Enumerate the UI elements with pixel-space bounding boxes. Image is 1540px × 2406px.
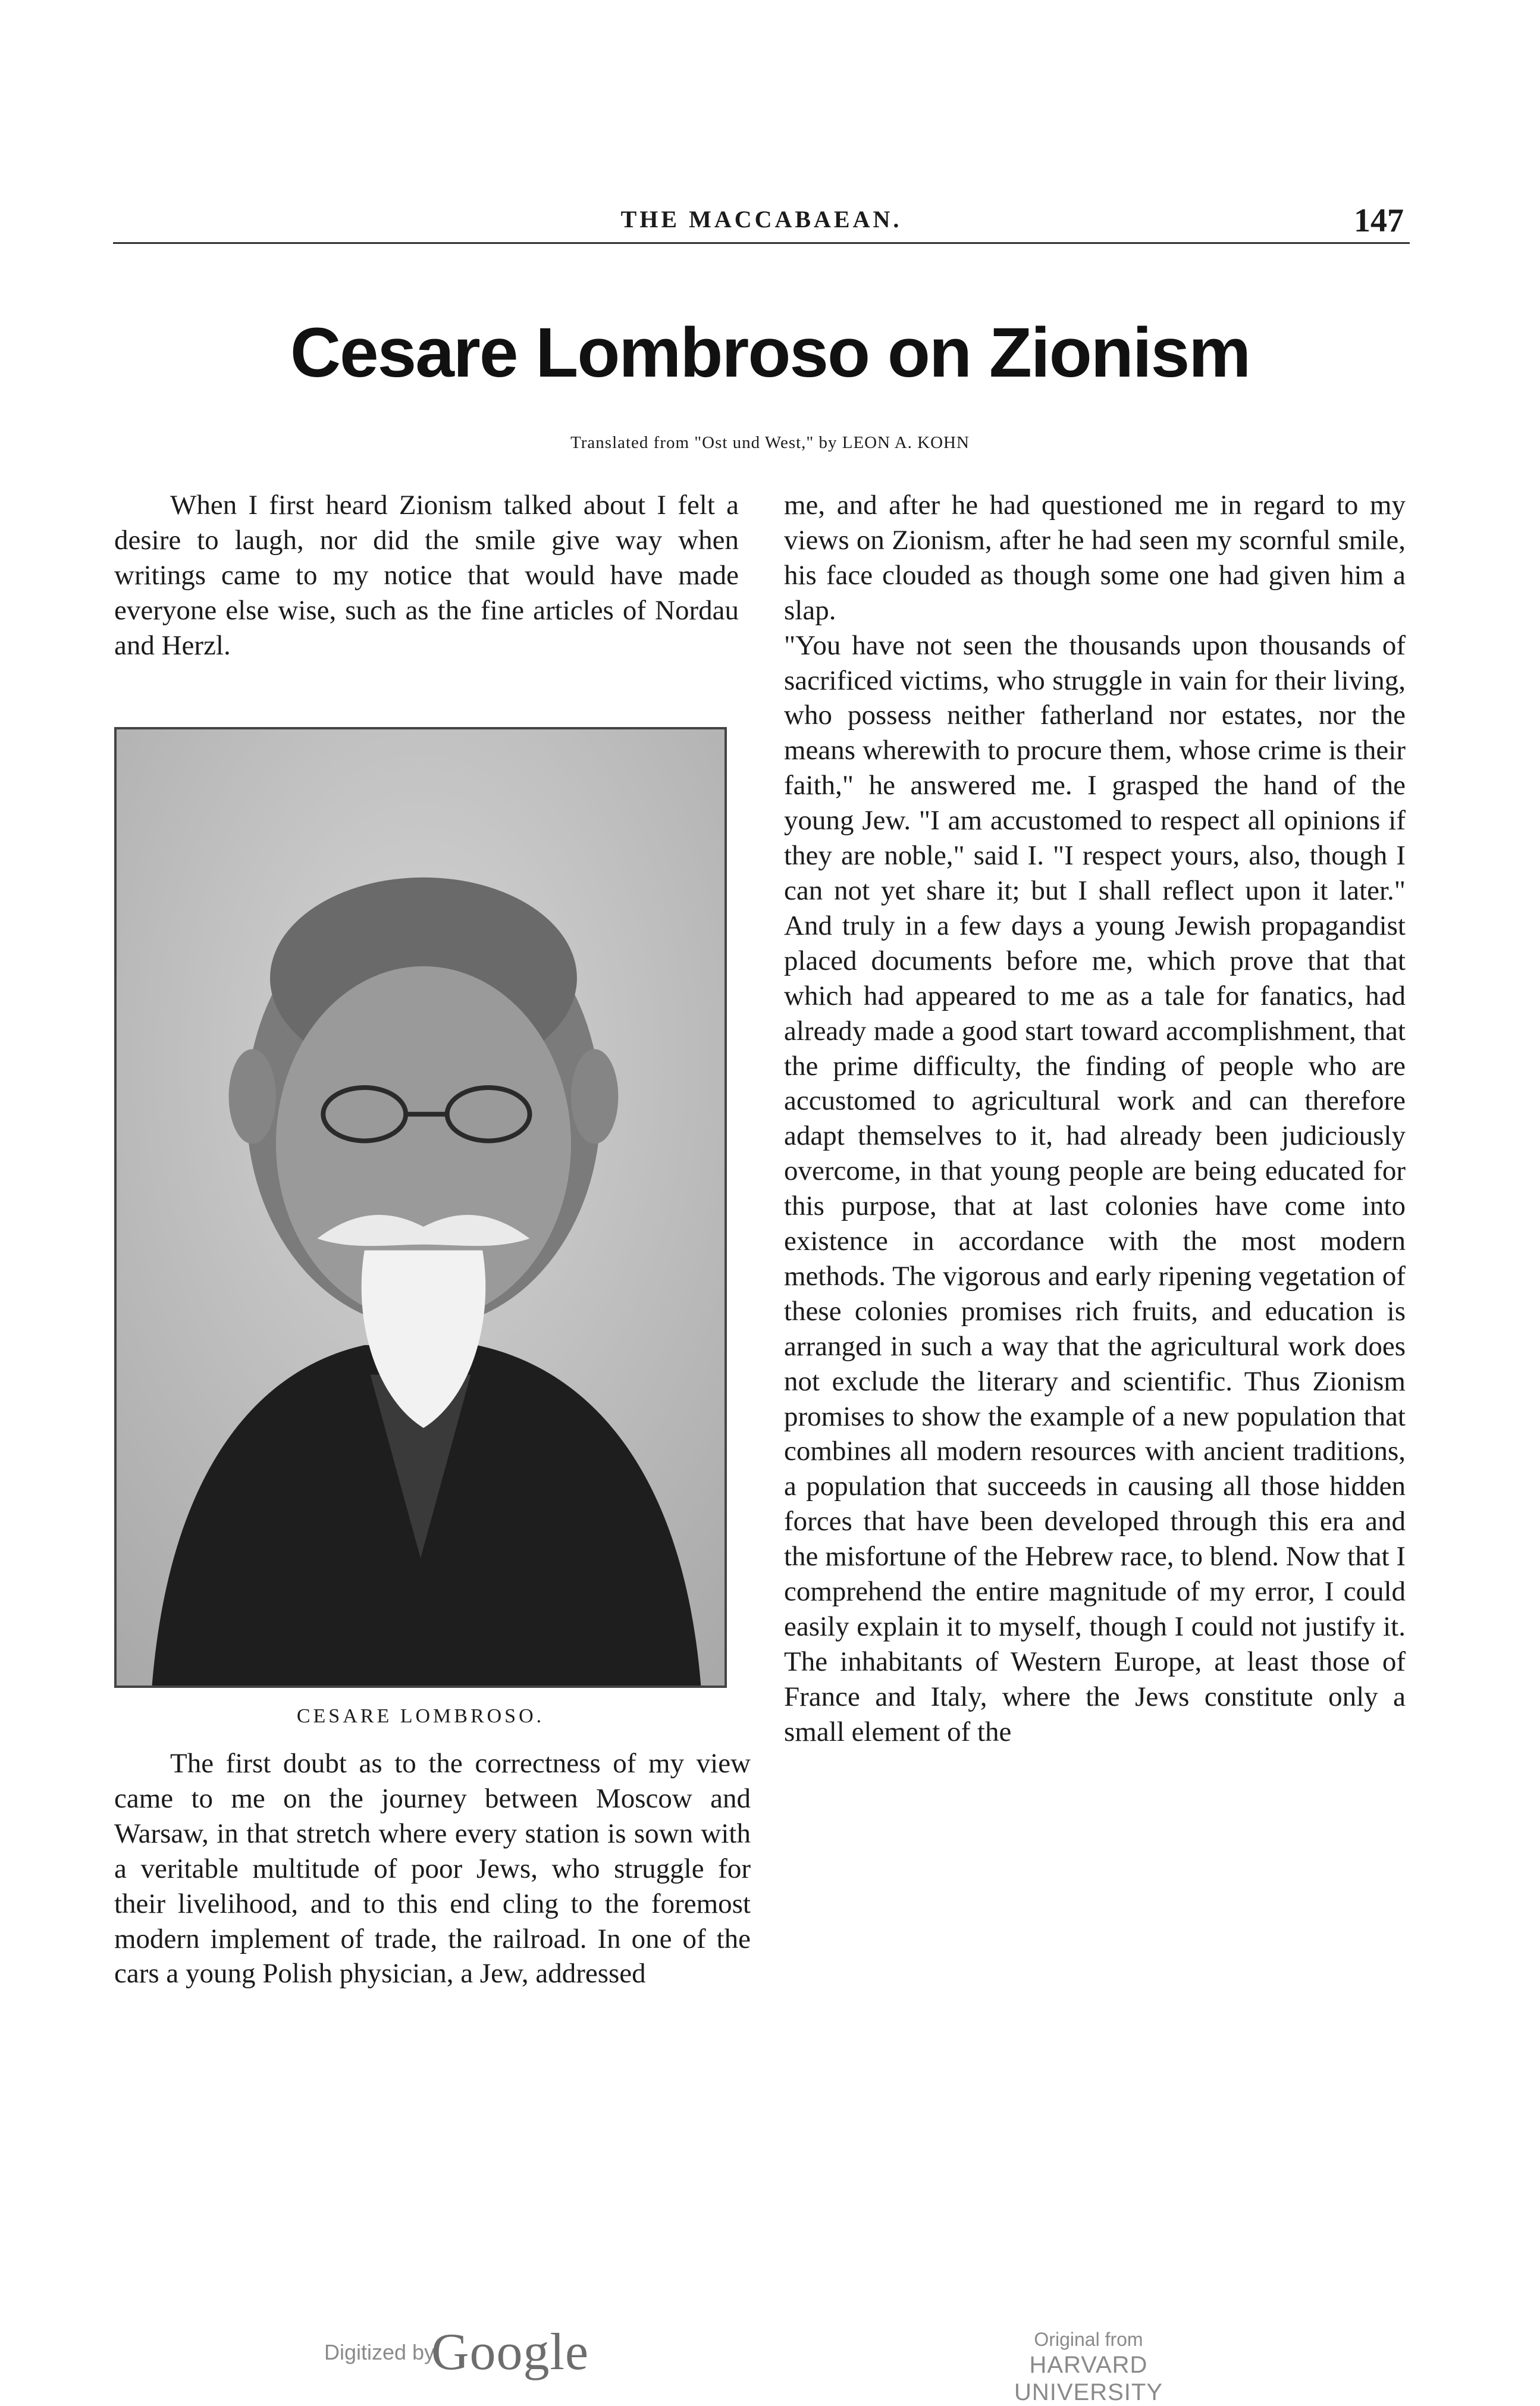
left-column-bottom — [114, 1746, 751, 1991]
article-byline: Translated from "Ost und West," by LEON A. KOHN — [570, 433, 970, 452]
digitized-by-watermark — [324, 2323, 622, 2381]
digitized-label: Digitized by — [324, 2340, 435, 2364]
portrait-illustration — [117, 729, 724, 1686]
google-logo: Google — [431, 2323, 589, 2381]
portrait-caption: CESARE LOMBROSO. — [296, 1705, 545, 1727]
institution-name: HARVARD UNIVERSITY — [1014, 2352, 1163, 2405]
paragraph: When I first heard Zionism talked about I felt a desire to laugh, nor did the smile give way when writings came to my notice that would have made everyone else wise, such as the fine articles of Nordau and Herzl. — [114, 490, 739, 661]
page-header — [113, 202, 1410, 241]
left-column-top — [114, 488, 739, 663]
header-rule — [113, 242, 1410, 244]
paragraph: me, and after he had questioned me in regard to my views on Zionism, after he had seen my scornful smile, his face clouded as though some one had given him a slap. — [784, 490, 1406, 626]
original-label: Original from — [1034, 2329, 1143, 2350]
running-head: THE MACCABAEAN. — [620, 206, 902, 233]
right-column — [784, 488, 1406, 1750]
portrait-photo — [114, 727, 727, 1688]
article-title: Cesare Lombroso on Zionism — [290, 314, 1250, 392]
paragraph: "You have not seen the thousands upon thousands of sacrificed victims, who struggle in vain for their living, who possess neither fatherland nor estates, nor the means wherewith to procure them, whose crime is their faith," he answered me. I grasped the hand of the young Jew. "I am accustomed to respect all opinions if they are noble," said I. "I respect yours, also, though I can not yet share it; but I shall reflect upon it later." And truly in a few days a young Jewish propagandist placed documents before me, which prove that that which had appeared to me as a tale for fanatics, had already made a good start toward accomplishment, that the prime difficulty, the finding of people who are accustomed to agricultural work and can therefore adapt themselves to it, had already been judiciously overcome, in that young people are being educated for this purpose, that at last colonies have come into existence in accordance with the most modern methods. The vigorous and early ripening vegetation of these colonies promises rich fruits, and education is arranged in such a way that the agricultural work does not exclude the literary and scientific. Thus Zionism promises to show the example of a new population that combines all modern resources with ancient traditions, a population that succeeds in causing all those hidden forces that have been developed through this era and the misfortune of the Hebrew race, to blend. Now that I comprehend the entire magnitude of my error, I could easily explain it to myself, though I could not justify it. The inhabitants of Western Europe, at least those of France and Italy, where the Jews constitute only a small element of the — [784, 629, 1406, 1747]
paragraph: The first doubt as to the correctness of my view came to me on the journey between Moscow and Warsaw, in that stretch where every station is sown with a veritable multitude of poor Jews, who struggle for their livelihood, and to this end cling to the foremost modern implement of trade, the railroad. In one of the cars a young Polish physician, a Jew, addressed — [114, 1748, 751, 1990]
page-number: 147 — [1354, 202, 1404, 239]
original-from-watermark — [952, 2327, 1225, 2406]
